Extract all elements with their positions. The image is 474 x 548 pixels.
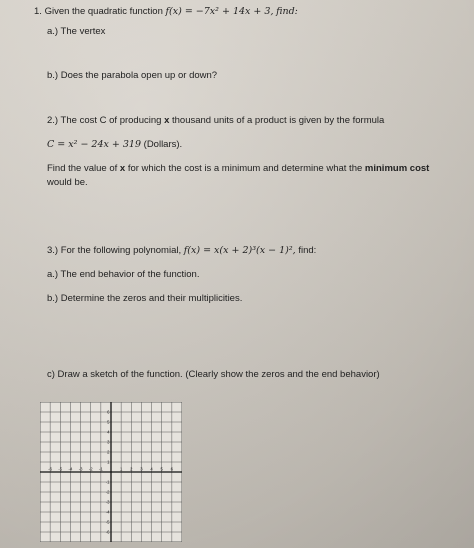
y-tick-label: -3 — [105, 499, 110, 505]
y-tick-label: -5 — [105, 519, 110, 525]
y-tick-label: 2 — [107, 449, 110, 455]
x-tick-label: -6 — [48, 466, 53, 472]
y-tick-label: -1 — [105, 479, 110, 485]
x-tick-label: 1 — [119, 466, 123, 472]
coordinate-grid[interactable] — [40, 402, 182, 542]
q2-find: Find the value of x for which the cost is a minimum and determine what the minimum cost — [47, 163, 430, 174]
y-tick-label: -6 — [105, 529, 110, 535]
y-tick-label: 3 — [107, 439, 110, 445]
x-tick-label: -4 — [68, 466, 73, 472]
q2-prompt: 2.) The cost C of producing x thousand units of a product is given by the formula — [47, 115, 385, 126]
q2-formula: C = x² − 24x + 319 (Dollars). — [47, 139, 183, 150]
x-tick-label: -3 — [78, 466, 83, 472]
x-tick-label: 6 — [170, 466, 174, 472]
x-tick-label: -1 — [98, 466, 103, 472]
y-tick-label: -2 — [105, 489, 110, 495]
q1-prompt: 1. Given the quadratic function f(x) = −7x² + 14x + 3, find: — [34, 6, 298, 17]
x-tick-label: -2 — [88, 466, 93, 472]
grid-svg — [40, 402, 182, 542]
y-tick-label: -4 — [105, 509, 110, 515]
x-tick-label: 3 — [140, 466, 143, 472]
x-tick-label: 2 — [130, 466, 133, 472]
x-tick-label: -5 — [58, 466, 63, 472]
q3-prompt: 3.) For the following polynomial, f(x) = x(x + 2)³(x − 1)², find: — [47, 245, 317, 256]
y-tick-label: 6 — [107, 409, 110, 415]
y-tick-label: 1 — [107, 459, 110, 465]
y-tick-label: 4 — [107, 429, 110, 435]
q2-find-line2: would be. — [47, 177, 88, 188]
q3-part-c: c) Draw a sketch of the function. (Clearly show the zeros and the end behavior) — [47, 369, 380, 380]
q3-part-b: b.) Determine the zeros and their multiplicities. — [47, 293, 243, 304]
q1-part-b: b.) Does the parabola open up or down? — [47, 70, 218, 81]
x-tick-label: 4 — [150, 466, 153, 472]
q1-part-a: a.) The vertex — [47, 26, 106, 37]
q3-part-a: a.) The end behavior of the function. — [47, 269, 200, 280]
x-tick-label: 5 — [160, 466, 163, 472]
y-tick-label: 5 — [107, 419, 110, 425]
